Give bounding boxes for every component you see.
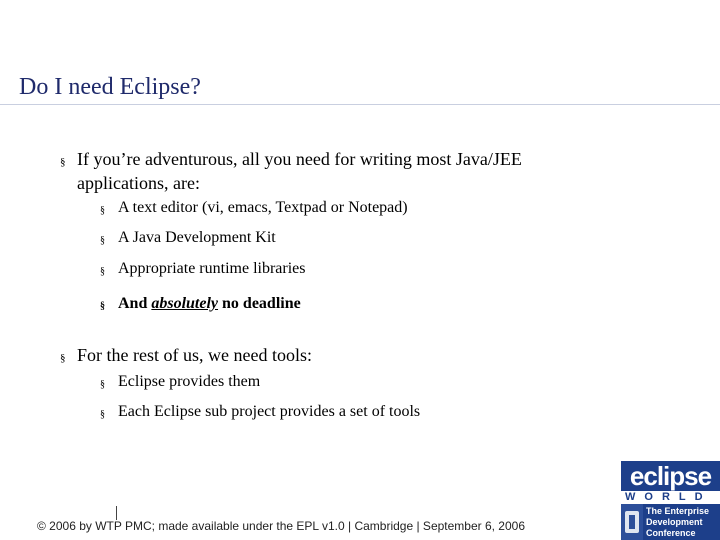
bullet-item <box>60 343 620 367</box>
sub-bullet-item-emphasis <box>100 294 301 314</box>
logo-subword: WORLD <box>625 491 712 503</box>
sub-bullet-item <box>100 372 260 392</box>
sub-bullet-marker: § <box>100 235 105 246</box>
emphasized-word: absolutely <box>151 295 219 312</box>
sub-bullet-text: A text editor (vi, emacs, Textpad or Notepad) <box>118 199 408 216</box>
sub-bullet-text: Eclipse provides them <box>118 373 261 390</box>
bullet-text-continued: applications, are: <box>77 173 200 193</box>
logo-tagline-line: Conference <box>646 528 696 538</box>
logo-wordmark: eclipse <box>621 461 720 491</box>
eclipse-world-logo <box>621 461 720 540</box>
sub-bullet-item <box>100 259 306 279</box>
sub-bullet-item <box>100 198 408 218</box>
bullet-marker: § <box>60 156 66 168</box>
sub-bullet-item <box>100 402 420 422</box>
sub-bullet-text: Each Eclipse sub project provides a set of tools <box>118 403 421 420</box>
text-segment: And <box>118 295 152 312</box>
bullet-text: If you’re adventurous, all you need for writing most Java/JEE <box>77 149 522 169</box>
sub-bullet-marker: § <box>100 266 105 277</box>
sub-bullet-text: Appropriate runtime libraries <box>118 260 306 277</box>
footer-divider <box>116 506 117 520</box>
sub-bullet-text <box>100 295 301 312</box>
slide-title: Do I need Eclipse? <box>19 74 201 100</box>
sub-bullet-item <box>100 228 276 248</box>
logo-tagline-line: Development <box>646 517 703 527</box>
bullet-marker: § <box>60 352 66 364</box>
bullet-text: For the rest of us, we need tools: <box>77 345 312 365</box>
text-segment: no deadline <box>218 295 301 312</box>
title-divider <box>0 104 720 105</box>
sub-bullet-marker: § <box>100 379 105 390</box>
footer-copyright: © 2006 by WTP PMC; made available under the EPL v1.0 | Cambridge | September 6, 2006 <box>37 519 526 533</box>
sub-bullet-text: A Java Development Kit <box>118 229 276 246</box>
logo-tagline-line: The Enterprise <box>646 506 710 516</box>
sub-bullet-marker: § <box>100 409 105 420</box>
bullet-item <box>60 147 620 195</box>
logo-tagline <box>643 504 720 540</box>
sub-bullet-marker: § <box>100 301 105 312</box>
sub-bullet-marker: § <box>100 205 105 216</box>
logo-emblem-icon <box>621 504 643 540</box>
logo-banner <box>621 504 720 540</box>
